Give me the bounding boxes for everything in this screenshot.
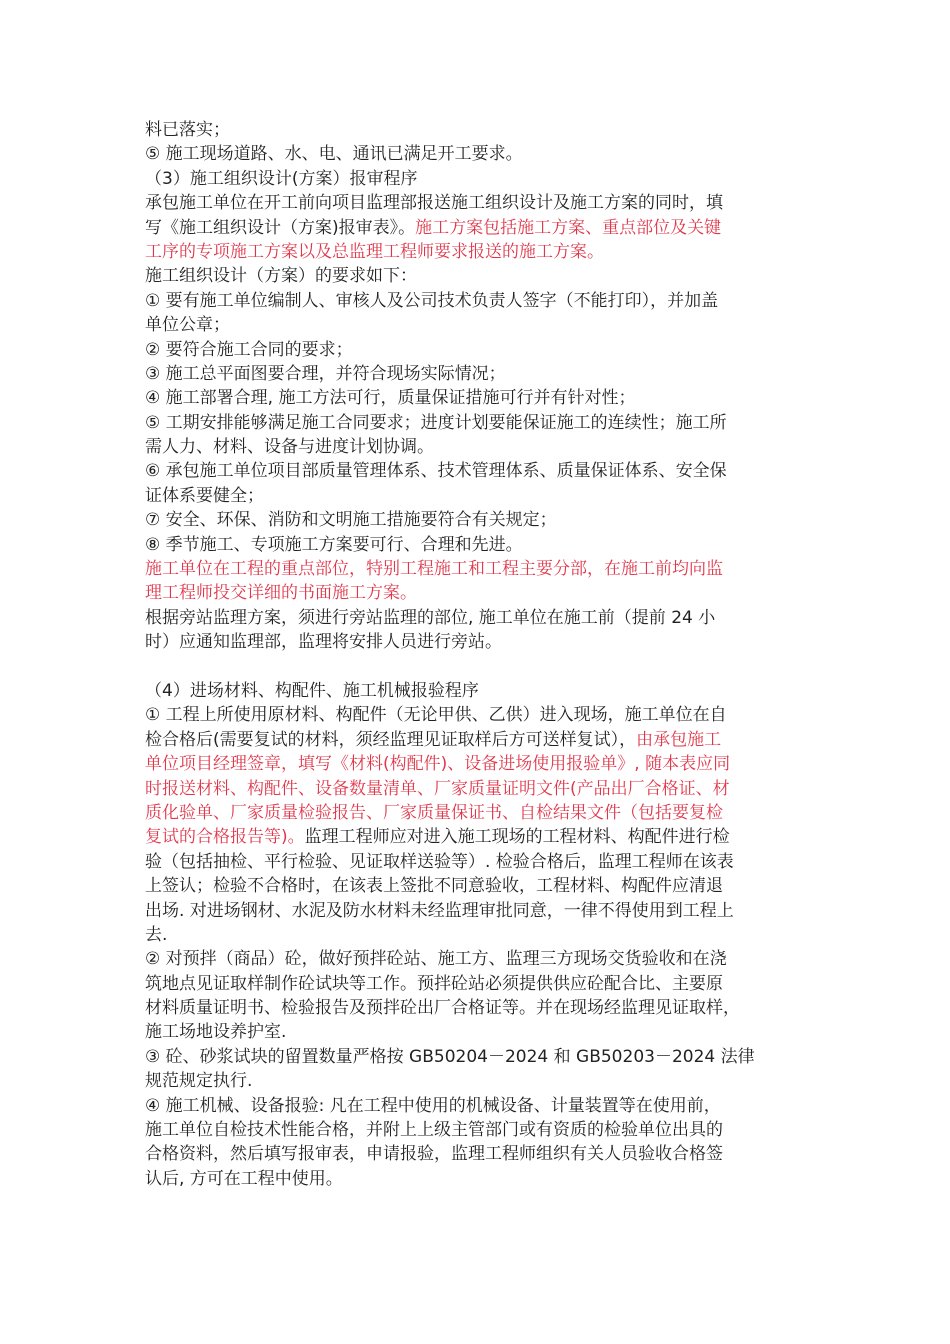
text-line	[145, 630, 810, 654]
body-text: ⑤ 工期安排能够满足施工合同要求；进度计划要能保证施工的连续性；施工所	[145, 412, 727, 433]
text-line	[145, 191, 810, 215]
text-line	[145, 142, 810, 166]
body-text: 监理工程师应对进入施工现场的工程材料、构配件进行检	[304, 827, 730, 848]
body-text: ⑤ 施工现场道路、水、电、通讯已满足开工要求。	[145, 144, 523, 165]
body-text: 根据旁站监理方案，须进行旁站监理的部位, 施工单位在施工前（提前 24 小	[145, 607, 716, 628]
body-text: 施工单位自检技术性能合格，并附上上级主管部门或有资质的检验单位出具的	[145, 1120, 723, 1141]
text-line	[145, 728, 810, 752]
text-line	[145, 508, 810, 532]
text-line	[145, 752, 810, 776]
body-text: 去.	[145, 924, 168, 945]
highlighted-text: 施工方案包括施工方案、重点部位及关键	[415, 217, 722, 238]
body-text: 上签认；检验不合格时，在该表上签批不同意验收，工程材料、构配件应清退	[145, 876, 723, 897]
text-line	[145, 533, 810, 557]
body-text: ④ 施工机械、设备报验: 凡在工程中使用的机械设备、计量装置等在使用前，	[145, 1095, 721, 1116]
text-line	[145, 459, 810, 483]
body-text: 认后, 方可在工程中使用。	[145, 1168, 343, 1189]
blank-line	[145, 655, 810, 679]
text-line	[145, 679, 810, 703]
text-line	[145, 777, 810, 801]
body-text: 单位公章；	[145, 315, 230, 336]
body-text: 验（包括抽检、平行检验、见证取样送验等）. 检验合格后，监理工程师在该表	[145, 851, 734, 872]
body-text: 规范规定执行.	[145, 1071, 253, 1092]
body-text: ③ 砼、砂浆试块的留置数量严格按 GB50204－2024 和 GB50203－2024 法律	[145, 1046, 755, 1067]
text-line	[145, 386, 810, 410]
body-text: 检合格后(需要复试的材料，须经监理见证取样后方可送样复试），	[145, 729, 637, 750]
body-text: ① 工程上所使用原材料、构配件（无论甲供、乙供）进入现场，施工单位在自	[145, 705, 727, 726]
text-line	[145, 167, 810, 191]
text-line	[145, 1045, 810, 1069]
text-line	[145, 801, 810, 825]
text-line	[145, 606, 810, 630]
text-line	[145, 947, 810, 971]
text-line	[145, 338, 810, 362]
body-text: 筑地点见证取样制作砼试块等工作。预拌砼站必须提供供应砼配合比、主要原	[145, 973, 723, 994]
text-line	[145, 362, 810, 386]
document-body	[145, 118, 810, 1191]
text-line	[145, 118, 810, 142]
highlighted-text: 质化验单、厂家质量检验报告、厂家质量保证书、自检结果文件（包括要复检	[145, 802, 723, 823]
body-text: （4）进场材料、构配件、施工机械报验程序	[145, 680, 479, 701]
highlighted-text: 工序的专项施工方案以及总监理工程师要求报送的施工方案。	[145, 241, 604, 262]
body-text: 承包施工单位在开工前向项目监理部报送施工组织设计及施工方案的同时，填	[145, 193, 723, 214]
text-line	[145, 874, 810, 898]
highlighted-text: 时报送材料、构配件、设备数量清单、厂家质量证明文件(产品出厂合格证、材	[145, 778, 730, 799]
text-line	[145, 972, 810, 996]
body-text: 需人力、材料、设备与进度计划协调。	[145, 437, 434, 458]
text-line	[145, 1118, 810, 1142]
body-text: （3）施工组织设计(方案）报审程序	[145, 168, 418, 189]
highlighted-text: 单位项目经理签章，填写《材料(构配件)、设备进场使用报验单》, 随本表应同	[145, 754, 731, 775]
body-text: ③ 施工总平面图要合理，并符合现场实际情况；	[145, 363, 506, 384]
body-text: ① 要有施工单位编制人、审核人及公司技术负责人签字（不能打印），并加盖	[145, 290, 719, 311]
text-line	[145, 484, 810, 508]
text-line	[145, 435, 810, 459]
body-text: 合格资料，然后填写报审表，申请报验，监理工程师组织有关人员验收合格签	[145, 1144, 723, 1165]
body-text: 施工场地设养护室.	[145, 1022, 287, 1043]
text-line	[145, 581, 810, 605]
text-line	[145, 1167, 810, 1191]
text-line	[145, 216, 810, 240]
text-line	[145, 1094, 810, 1118]
text-line	[145, 703, 810, 727]
text-line	[145, 313, 810, 337]
body-text: 时）应通知监理部，监理将安排人员进行旁站。	[145, 632, 502, 653]
highlighted-text: 由承包施工	[636, 729, 722, 750]
highlighted-text: 理工程师投交详细的书面施工方案。	[145, 583, 417, 604]
body-text: 写《施工组织设计（方案)报审表》。	[145, 217, 416, 238]
text-line	[145, 557, 810, 581]
body-text: 材料质量证明书、检验报告及预拌砼出厂合格证等。并在现场经监理见证取样，	[145, 998, 740, 1019]
text-line	[145, 923, 810, 947]
text-line	[145, 850, 810, 874]
text-line	[145, 240, 810, 264]
body-text: ⑧ 季节施工、专项施工方案要可行、合理和先进。	[145, 534, 523, 555]
text-line	[145, 1020, 810, 1044]
body-text: ② 对预拌（商品）砼，做好预拌砼站、施工方、监理三方现场交货验收和在浇	[145, 949, 727, 970]
highlighted-text: 施工单位在工程的重点部位，特别工程施工和工程主要分部，在施工前均向监	[145, 559, 723, 580]
text-line	[145, 1142, 810, 1166]
text-line	[145, 825, 810, 849]
text-line	[145, 1069, 810, 1093]
text-line	[145, 264, 810, 288]
text-line	[145, 996, 810, 1020]
text-line	[145, 411, 810, 435]
body-text: 料已落实；	[145, 120, 230, 140]
body-text: ② 要符合施工合同的要求；	[145, 339, 353, 360]
body-text: 证体系要健全；	[145, 485, 264, 506]
body-text: ⑦ 安全、环保、消防和文明施工措施要符合有关规定；	[145, 510, 557, 531]
text-line	[145, 899, 810, 923]
body-text: ④ 施工部署合理, 施工方法可行，质量保证措施可行并有针对性；	[145, 388, 636, 409]
body-text: 出场. 对进场钢材、水泥及防水材料未经监理审批同意，一律不得使用到工程上	[145, 900, 734, 921]
body-text: 施工组织设计（方案）的要求如下：	[145, 266, 417, 287]
highlighted-text: 复试的合格报告等)。	[145, 827, 305, 848]
text-line	[145, 289, 810, 313]
body-text: ⑥ 承包施工单位项目部质量管理体系、技术管理体系、质量保证体系、安全保	[145, 461, 727, 482]
